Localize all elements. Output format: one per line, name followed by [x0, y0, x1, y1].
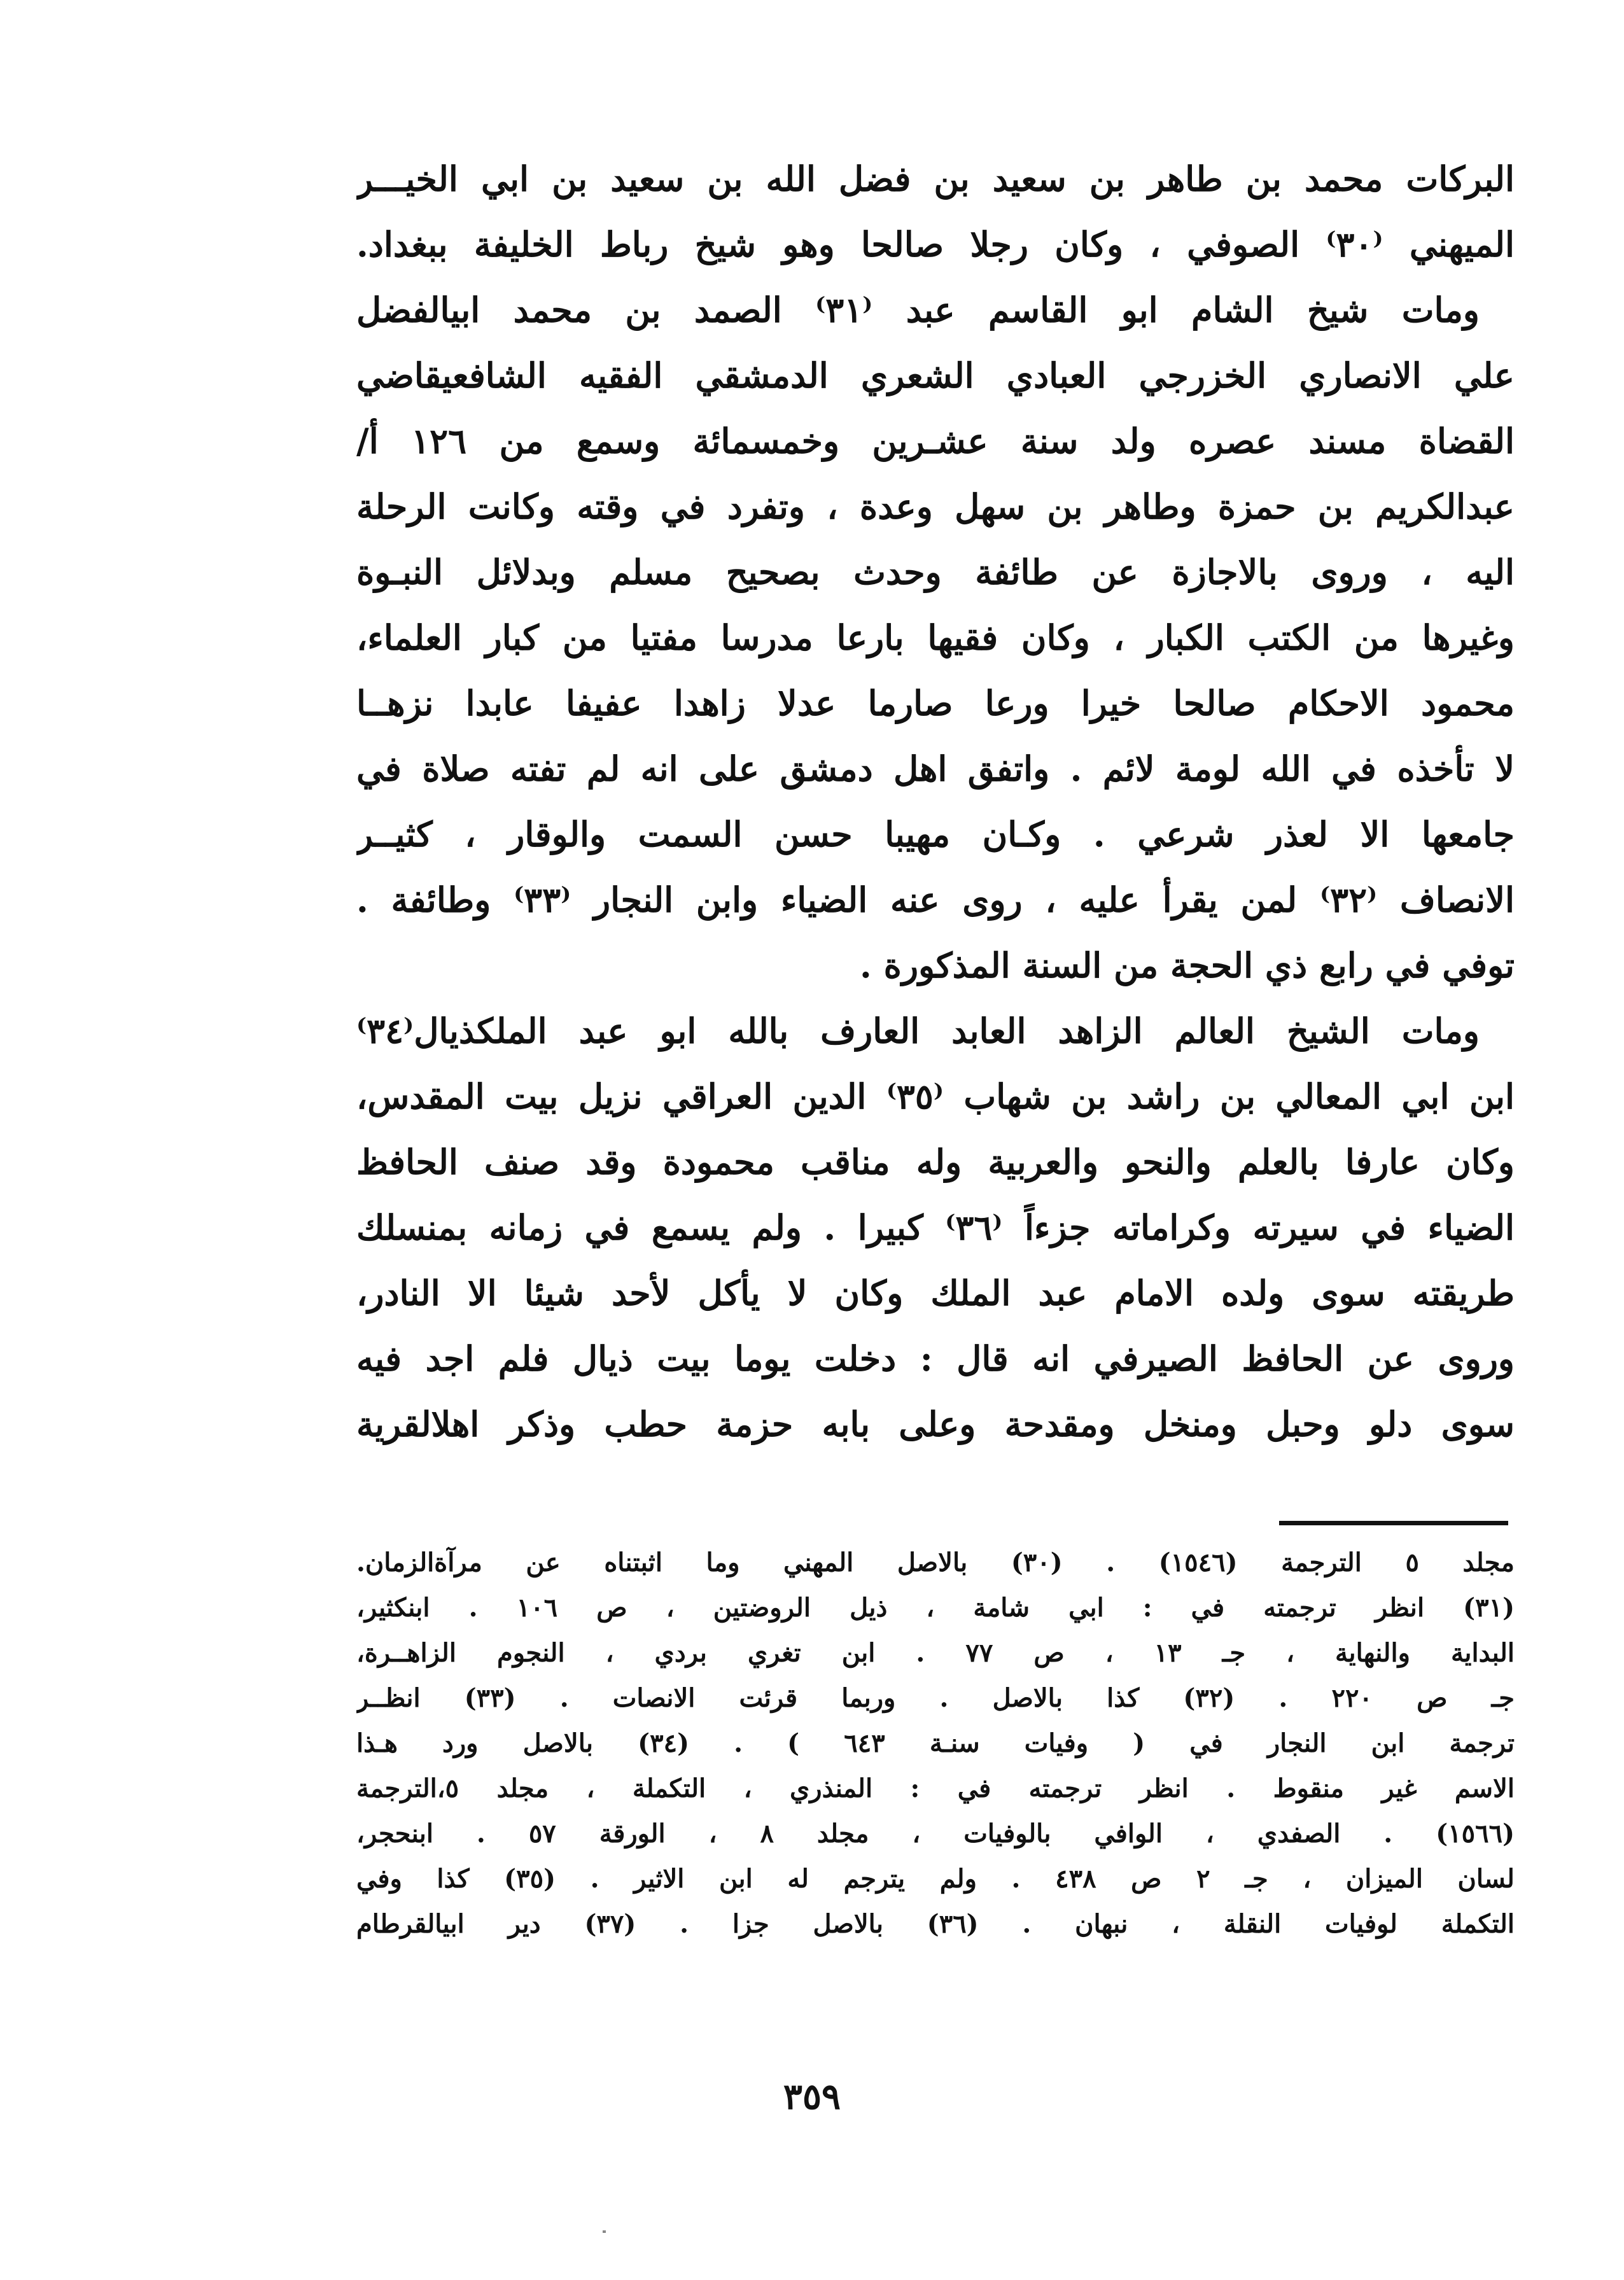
footnote-line: جـ ص ٢٢٠ . (٣٢) كذا بالاصل . وربما قرئت الانصات . (٣٣) انظــر	[356, 1683, 1515, 1713]
body-line: ابن ابي المعالي بن راشد بن شهاب ⁽٣٥⁾ الدين العراقي نزيل بيت المقدس،	[356, 1076, 1515, 1117]
footnote-line: التكملة لوفيات النقلة ، نبهان . (٣٦) بالاصل جزا . (٣٧) دير ابيالقرطام	[356, 1909, 1515, 1939]
body-line: الضياء في سيرته وكراماته جزءاً ⁽٣٦⁾ كبيرا . ولم يسمع في زمانه بمنسلك	[356, 1207, 1515, 1248]
body-line: اليه ، وروى بالاجازة عن طائفة وحدث بصحيح مسلم وبدلائل النبـوة	[356, 552, 1515, 592]
main-body-text	[356, 146, 1515, 1457]
body-line: القضاة مسند عصره ولد سنة عشـرين وخمسمائة وسمع من ١٢٦ أ/	[356, 421, 1515, 461]
body-line: لا تأخذه في الله لومة لائم . واتفق اهل دمشق على انه لم تفته صلاة في	[356, 748, 1515, 789]
body-line: علي الانصاري الخزرجي العبادي الشعري الدمشقي الفقيه الشافعيقاضي	[356, 355, 1515, 396]
body-line: البركات محمد بن طاهر بن سعيد بن فضل الله بن سعيد بن ابي الخيـــر	[356, 158, 1515, 199]
footnote-divider	[1279, 1521, 1508, 1525]
footnote-line: الاسم غير منقوط . انظر ترجمته في : المنذري ، التكملة ، مجلد ٥،الترجمة	[356, 1773, 1515, 1803]
scan-speck	[603, 2230, 606, 2233]
body-line: ومات شيخ الشام ابو القاسم عبد ⁽٣١⁾ الصمد بن محمد ابيالفضل	[356, 290, 1480, 330]
body-line: الميهني ⁽٣٠⁾ الصوفي ، وكان رجلا صالحا وهو شيخ رباط الخليفة ببغداد.	[356, 224, 1515, 265]
body-line: جامعها الا لعذر شرعي . وكـان مهيبا حسن السمت والوقار ، كثيــر	[356, 814, 1515, 855]
body-line: محمود الاحكام صالحا خيرا ورعا صارما عدلا زاهدا عفيفا عابدا نزهــا	[356, 683, 1515, 724]
body-line: وروى عن الحافظ الصيرفي انه قال : دخلت يوما بيت ذيال فلم اجد فيه	[356, 1338, 1515, 1379]
body-line: ومات الشيخ العالم الزاهد العابد العارف بالله ابو عبد الملكذيال⁽٣٤⁾	[356, 1011, 1480, 1051]
page-number: ٣٥٩	[783, 2076, 841, 2118]
body-line: توفي في رابع ذي الحجة من السنة المذكورة .	[860, 945, 1515, 986]
footnotes	[356, 1540, 1515, 1947]
body-line: وكان عارفا بالعلم والنحو والعربية وله مناقب محمودة وقد صنف الحافظ	[356, 1142, 1515, 1182]
body-line: الانصاف ⁽٣٢⁾ لمن يقرأ عليه ، روى عنه الضياء وابن النجار ⁽٣٣⁾ وطائفة .	[356, 879, 1515, 920]
body-line: وغيرها من الكتب الكبار ، وكان فقيها بارعا مدرسا مفتيا من كبار العلماء،	[356, 617, 1515, 658]
footnote-line: البداية والنهاية ، جـ ١٣ ، ص ٧٧ . ابن تغري بردي ، النجوم الزاهــرة،	[356, 1638, 1515, 1668]
footnote-line: (١٥٦٦) . الصفدي ، الوافي بالوفيات ، مجلد ٨ ، الورقة ٥٧ . ابنحجر،	[356, 1819, 1515, 1849]
footnote-line: لسان الميزان ، جـ ٢ ص ٤٣٨ . ولم يترجم له ابن الاثير . (٣٥) كذا وفي	[356, 1864, 1515, 1894]
body-line: عبدالكريم بن حمزة وطاهر بن سهل وعدة ، وتفرد في وقته وكانت الرحلة	[356, 486, 1515, 527]
footnote-line: ترجمة ابن النجار في ( وفيات سنـة ٦٤٣ ) . (٣٤) بالاصل ورد هـذا	[356, 1728, 1515, 1758]
body-line: سوى دلو وحبل ومنخل ومقدحة وعلى بابه حزمة حطب وذكر اهلالقرية	[356, 1404, 1515, 1444]
footnote-line: مجلد ٥ الترجمة (١٥٤٦) . (٣٠) بالاصل المهني وما اثبتناه عن مرآةالزمان.	[356, 1548, 1515, 1577]
body-line: طريقته سوى ولده الامام عبد الملك وكان لا يأكل لأحد شيئا الا النادر،	[356, 1273, 1515, 1313]
footnote-line: (٣١) انظر ترجمته في : ابي شامة ، ذيل الروضتين ، ص ١٠٦ . ابنكثير،	[356, 1593, 1515, 1623]
